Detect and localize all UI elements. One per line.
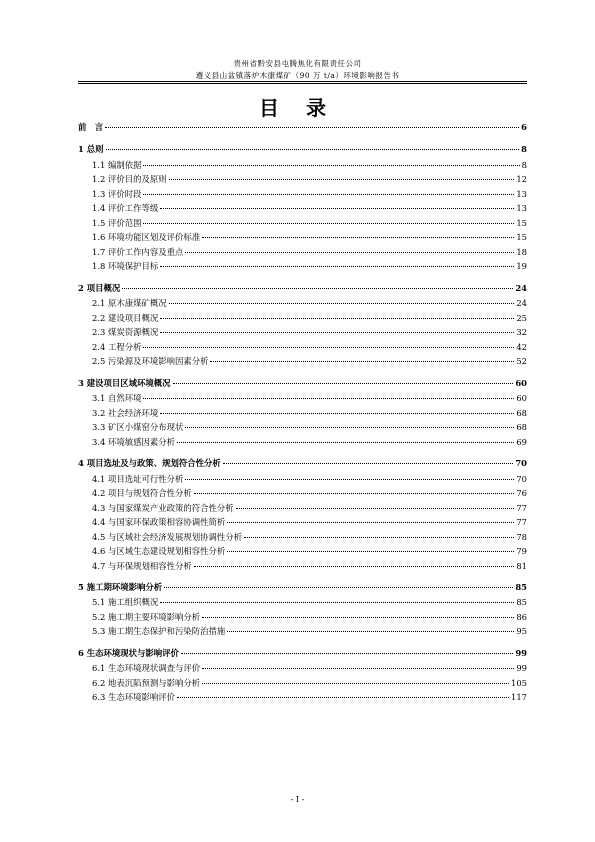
toc-dot-leader [202, 683, 509, 684]
toc-dot-leader [181, 653, 513, 654]
toc-entry-label: 1.7 评价工作内容及重点 [92, 246, 184, 257]
toc-entry-label: 5 施工期环境影响分析 [78, 581, 163, 592]
table-of-contents [78, 118, 527, 705]
toc-dot-leader [202, 617, 514, 618]
toc-entry-label: 4 项目选址及与政策、规划符合性分析 [78, 458, 221, 469]
toc-section-entry[interactable] [78, 230, 527, 245]
toc-entry-page: 76 [516, 488, 527, 499]
toc-entry-label: 2.4 工程分析 [92, 341, 142, 352]
toc-section-entry[interactable] [78, 201, 527, 216]
toc-section-entry[interactable] [78, 595, 527, 610]
toc-entry-page: 13 [516, 188, 527, 199]
toc-entry-page: 8 [521, 159, 527, 170]
toc-dot-leader [210, 361, 514, 362]
toc-entry-page: 8 [521, 144, 527, 155]
toc-section-entry[interactable] [78, 216, 527, 231]
toc-section-entry[interactable] [78, 610, 527, 625]
toc-section-entry[interactable] [78, 187, 527, 202]
toc-section-entry[interactable] [78, 544, 527, 559]
header-company: 贵州省黔安县屯腾焦化有限责任公司 [233, 59, 362, 68]
toc-dot-leader [202, 237, 514, 238]
toc-dot-leader [202, 668, 514, 669]
toc-dot-leader [143, 398, 514, 399]
toc-section-entry[interactable] [78, 661, 527, 676]
toc-entry-page: 99 [516, 663, 527, 674]
toc-dot-leader [185, 479, 514, 480]
toc-entry-page: 81 [516, 560, 527, 571]
toc-entry-page: 32 [516, 327, 527, 338]
toc-entry-label: 4.6 与区域生态建设规划相容性分析 [92, 546, 226, 557]
toc-section-entry[interactable] [78, 435, 527, 450]
toc-section-entry[interactable] [78, 690, 527, 705]
toc-entry-label: 4.3 与国家煤炭产业政策的符合性分析 [92, 502, 234, 513]
toc-entry-page: 15 [516, 217, 527, 228]
toc-entry-label: 5.2 施工期主要环境影响分析 [92, 611, 201, 622]
toc-entry-label: 2.5 污染源及环境影响因素分析 [92, 356, 209, 367]
header-rule-top [78, 81, 527, 82]
toc-entry-label: 1.2 评价目的及原则 [92, 174, 167, 185]
toc-section-entry[interactable] [78, 391, 527, 406]
toc-chapter-entry[interactable] [78, 456, 527, 472]
toc-entry-page: 42 [516, 341, 527, 352]
toc-dot-leader [106, 149, 520, 150]
toc-entry-page: 70 [515, 458, 527, 469]
toc-entry-page: 18 [516, 246, 527, 257]
toc-entry-page: 68 [516, 422, 527, 433]
toc-dot-leader [236, 508, 515, 509]
toc-section-entry[interactable] [78, 406, 527, 421]
toc-section-entry[interactable] [78, 245, 527, 260]
toc-section-entry[interactable] [78, 472, 527, 487]
toc-entry-label: 6 生态环境现状与影响评价 [78, 647, 179, 658]
toc-dot-leader [169, 179, 515, 180]
toc-section-entry[interactable] [78, 624, 527, 639]
toc-entry-page: 85 [516, 597, 527, 608]
toc-dot-leader [185, 252, 514, 253]
toc-entry-label: 1.1 编制依据 [92, 159, 142, 170]
toc-entry-label: 1.6 环境功能区划及评价标准 [92, 232, 201, 243]
toc-entry-page: 25 [516, 312, 527, 323]
toc-entry-page: 12 [516, 174, 527, 185]
toc-dot-leader [185, 427, 514, 428]
toc-entry-label: 3.2 社会经济环境 [92, 407, 159, 418]
toc-dot-leader [177, 442, 514, 443]
toc-entry-page: 19 [516, 261, 527, 272]
toc-entry-page: 77 [516, 502, 527, 513]
toc-entry-label: 3.4 环境敏感因素分析 [92, 436, 175, 447]
toc-dot-leader [194, 566, 515, 567]
toc-entry-label: 1 总则 [78, 144, 104, 155]
toc-section-entry[interactable] [78, 296, 527, 311]
toc-dot-leader [122, 288, 513, 289]
toc-entry-page: 13 [516, 203, 527, 214]
page-number: - I - [290, 795, 305, 804]
toc-section-entry[interactable] [78, 259, 527, 274]
toc-dot-leader [227, 522, 514, 523]
toc-entry-label: 5.1 施工组织概况 [92, 597, 159, 608]
toc-section-entry[interactable] [78, 172, 527, 187]
toc-entry-page: 68 [516, 407, 527, 418]
toc-entry-page: 70 [516, 473, 527, 484]
toc-entry-label: 前 言 [78, 122, 104, 132]
toc-entry-label: 4.2 项目与规划符合性分析 [92, 488, 192, 499]
toc-section-entry[interactable] [78, 420, 527, 435]
toc-section-entry[interactable] [78, 559, 527, 574]
toc-entry-label: 6.2 地表沉陷预测与影响分析 [92, 677, 201, 688]
toc-section-entry[interactable] [78, 501, 527, 516]
toc-section-entry[interactable] [78, 340, 527, 355]
toc-dot-leader [160, 332, 514, 333]
toc-entry-page: 117 [511, 692, 527, 703]
toc-entry-label: 6.3 生态环境影响评价 [92, 692, 175, 703]
toc-entry-page: 15 [516, 232, 527, 243]
toc-chapter-entry[interactable] [78, 281, 527, 297]
toc-entry-page: 6 [521, 122, 527, 132]
toc-entry-label: 2.1 原木康煤矿概况 [92, 298, 167, 309]
toc-entry-label: 3.3 矿区小煤窑分布现状 [92, 422, 184, 433]
toc-dot-leader [160, 602, 514, 603]
toc-dot-leader [160, 318, 514, 319]
toc-entry-page: 78 [516, 531, 527, 542]
toc-entry-label: 2.2 建设项目概况 [92, 312, 159, 323]
toc-entry-label: 1.8 环境保护目标 [92, 261, 159, 272]
toc-section-entry[interactable] [78, 676, 527, 691]
toc-dot-leader [177, 697, 509, 698]
toc-entry-label: 1.5 评价范围 [92, 217, 142, 228]
toc-section-entry[interactable] [78, 354, 527, 369]
toc-section-entry[interactable] [78, 515, 527, 530]
toc-entry-page: 86 [516, 611, 527, 622]
toc-chapter-entry[interactable] [78, 376, 527, 392]
toc-entry-page: 24 [515, 282, 527, 293]
toc-entry-page: 24 [516, 298, 527, 309]
toc-entry-page: 85 [515, 581, 527, 592]
toc-section-entry[interactable] [78, 325, 527, 340]
toc-dot-leader [105, 127, 519, 128]
toc-entry-label: 2 项目概况 [78, 282, 121, 293]
toc-section-entry[interactable] [78, 530, 527, 545]
toc-entry-label: 1.4 评价工作等级 [92, 203, 159, 214]
toc-dot-leader [223, 463, 514, 464]
toc-dot-leader [194, 493, 515, 494]
toc-entry-label: 4.1 项目选址可行性分析 [92, 473, 184, 484]
toc-dot-leader [227, 551, 514, 552]
toc-entry-label: 4.4 与国家环保政策相容协调性简析 [92, 517, 226, 528]
toc-section-entry[interactable] [78, 486, 527, 501]
toc-entry-page: 60 [515, 377, 527, 388]
header-rule-bottom [78, 83, 527, 84]
toc-dot-leader [164, 587, 513, 588]
toc-entry-page: 60 [516, 393, 527, 404]
toc-section-entry[interactable] [78, 311, 527, 326]
page-title: 目 录 [259, 96, 336, 120]
toc-entry-label: 5.3 施工期生态保护和污染防治措施 [92, 626, 226, 637]
toc-entry-page: 69 [516, 436, 527, 447]
toc-dot-leader [143, 165, 519, 166]
toc-entry-page: 99 [515, 647, 527, 658]
toc-dot-leader [244, 537, 514, 538]
toc-entry-page: 105 [511, 677, 527, 688]
toc-chapter-entry[interactable] [78, 646, 527, 662]
toc-entry-label: 3 建设项目区域环境概况 [78, 377, 171, 388]
toc-dot-leader [227, 631, 514, 632]
toc-entry-label: 1.3 评价时段 [92, 188, 142, 199]
toc-entry-page: 77 [516, 517, 527, 528]
toc-entry-label: 6.1 生态环境现状调查与评价 [92, 663, 201, 674]
toc-section-entry[interactable] [78, 158, 527, 173]
toc-dot-leader [143, 223, 514, 224]
toc-chapter-entry[interactable] [78, 120, 527, 136]
toc-entry-label: 3.1 自然环境 [92, 393, 142, 404]
toc-entry-page: 52 [516, 356, 527, 367]
toc-entry-page: 79 [516, 546, 527, 557]
toc-chapter-entry[interactable] [78, 142, 527, 158]
toc-chapter-entry[interactable] [78, 580, 527, 596]
toc-entry-page: 95 [516, 626, 527, 637]
toc-dot-leader [160, 208, 514, 209]
toc-dot-leader [160, 266, 514, 267]
toc-dot-leader [173, 383, 514, 384]
toc-dot-leader [169, 303, 515, 304]
header-report-title: 遵义县山盆镇落炉木康煤矿（90 万 t/a）环境影响报告书 [195, 71, 400, 80]
toc-entry-label: 2.3 煤炭资源概况 [92, 327, 159, 338]
toc-entry-label: 4.5 与区域社会经济发展规划协调性分析 [92, 531, 242, 542]
toc-dot-leader [143, 194, 514, 195]
toc-entry-label: 4.7 与环保规划相容性分析 [92, 560, 192, 571]
toc-dot-leader [143, 347, 514, 348]
toc-dot-leader [160, 413, 514, 414]
